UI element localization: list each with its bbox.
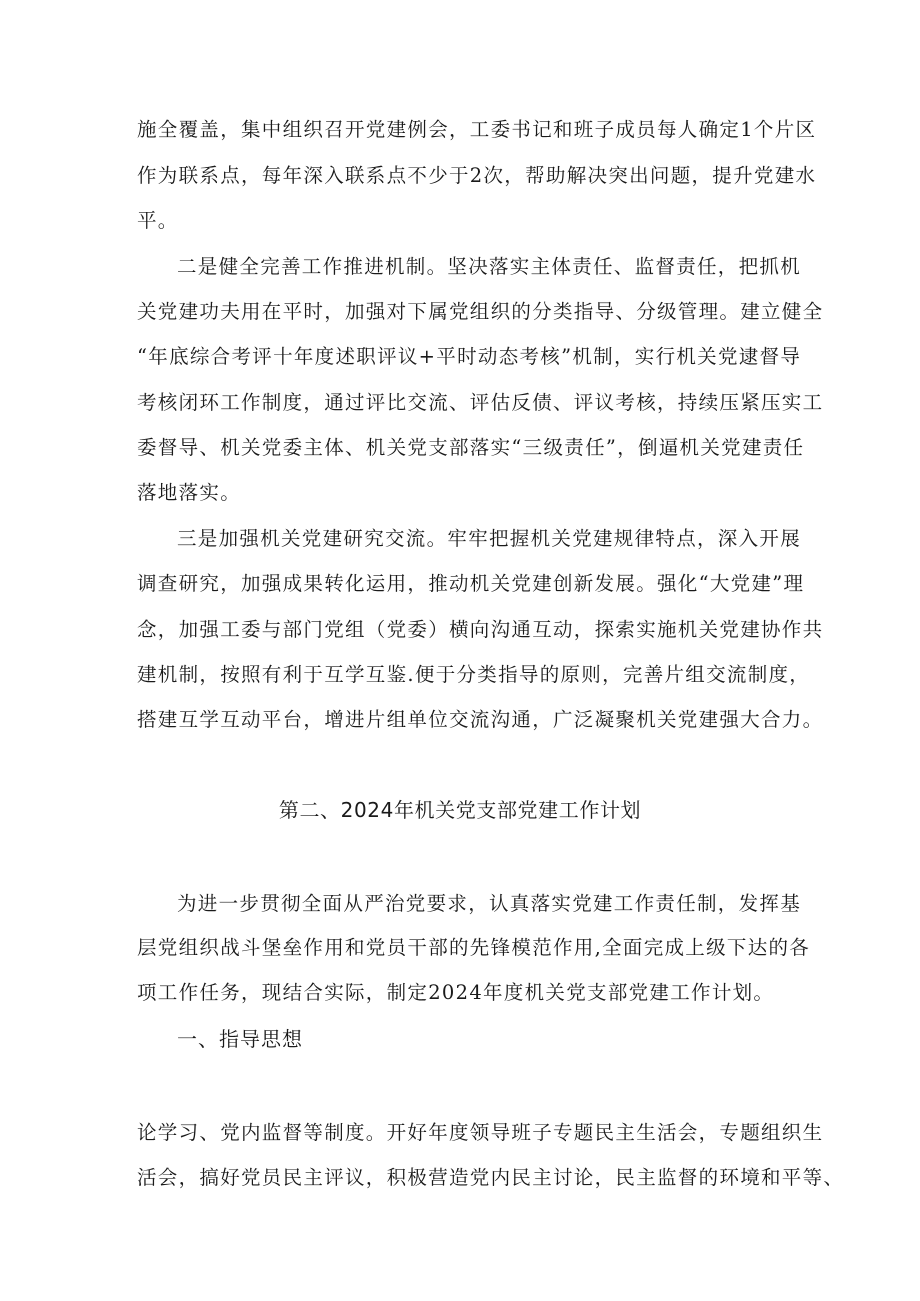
paragraph-top-line-2: 作为联系点，每年深入联系点不少于2次，帮助解决突出问题，提升党建水 — [137, 164, 817, 187]
paragraph-three-line-2: 调查研究，加强成果转化运用，推动机关党建创新发展。强化“大党建”理 — [137, 572, 805, 595]
paragraph-two-line-5: 委督导、机关党委主体、机关党支部落实“三级责任”，倒逼机关党建责任 — [137, 436, 805, 459]
paragraph-top-line-1: 施全覆盖，集中组织召开党建例会，工委书记和班子成员每人确定1个片区 — [137, 118, 817, 141]
paragraph-bottom-line-2: 活会，搞好党员民主评议，积极营造党内民主讨论，民主监督的环境和平等、 — [137, 1166, 845, 1189]
paragraph-two-line-4: 考核闭环工作制度，通过评比交流、评估反债、评议考核，持续压紧压实工 — [137, 391, 824, 414]
paragraph-two-line-6: 落地落实。 — [137, 481, 242, 504]
intro-line-3: 项工作任务，现结合实际，制定2024年度机关党支部党建工作计划。 — [137, 981, 775, 1004]
paragraph-two-line-3: “年底综合考评十年度述职评议+平时动态考核”机制，实行机关党逮督导 — [137, 345, 802, 368]
paragraph-three-line-5: 搭建互学互动平台，增进片组单位交流沟通，广泛凝聚机关党建强大合力。 — [137, 708, 824, 731]
paragraph-top-line-3: 平。 — [137, 209, 179, 232]
intro-line-1: 为进一步贯彻全面从严治党要求，认真落实党建工作责任制，发挥基 — [177, 892, 802, 915]
paragraph-two-line-2: 关党建功夫用在平时，加强对下属党组织的分类指导、分级管理。建立健全 — [137, 300, 824, 323]
subheading-guiding-ideology: 一、指导思想 — [177, 1027, 303, 1051]
intro-line-2: 层党组织战斗堡垒作用和党员干部的先锋模范作用,全面完成上级下达的各 — [137, 936, 811, 959]
paragraph-two-line-1: 二是健全完善工作推进机制。坚决落实主体责任、监督责任，把抓机 — [177, 255, 802, 278]
paragraph-three-line-3: 念，加强工委与部门党组（党委）横向沟通互动，探索实施机关党建协作共 — [137, 618, 824, 641]
paragraph-three-line-1: 三是加强机关党建研究交流。牢牢把握机关党建规律特点，深入开展 — [177, 527, 802, 550]
section-heading: 第二、2024年机关党支部党建工作计划 — [278, 798, 642, 822]
paragraph-three-line-4: 建机制，按照有利于互学互鉴.便于分类指导的原则，完善片组交流制度， — [137, 663, 811, 686]
paragraph-bottom-line-1: 论学习、党内监督等制度。开好年度领导班子专题民主生活会，专题组织生 — [137, 1121, 824, 1144]
